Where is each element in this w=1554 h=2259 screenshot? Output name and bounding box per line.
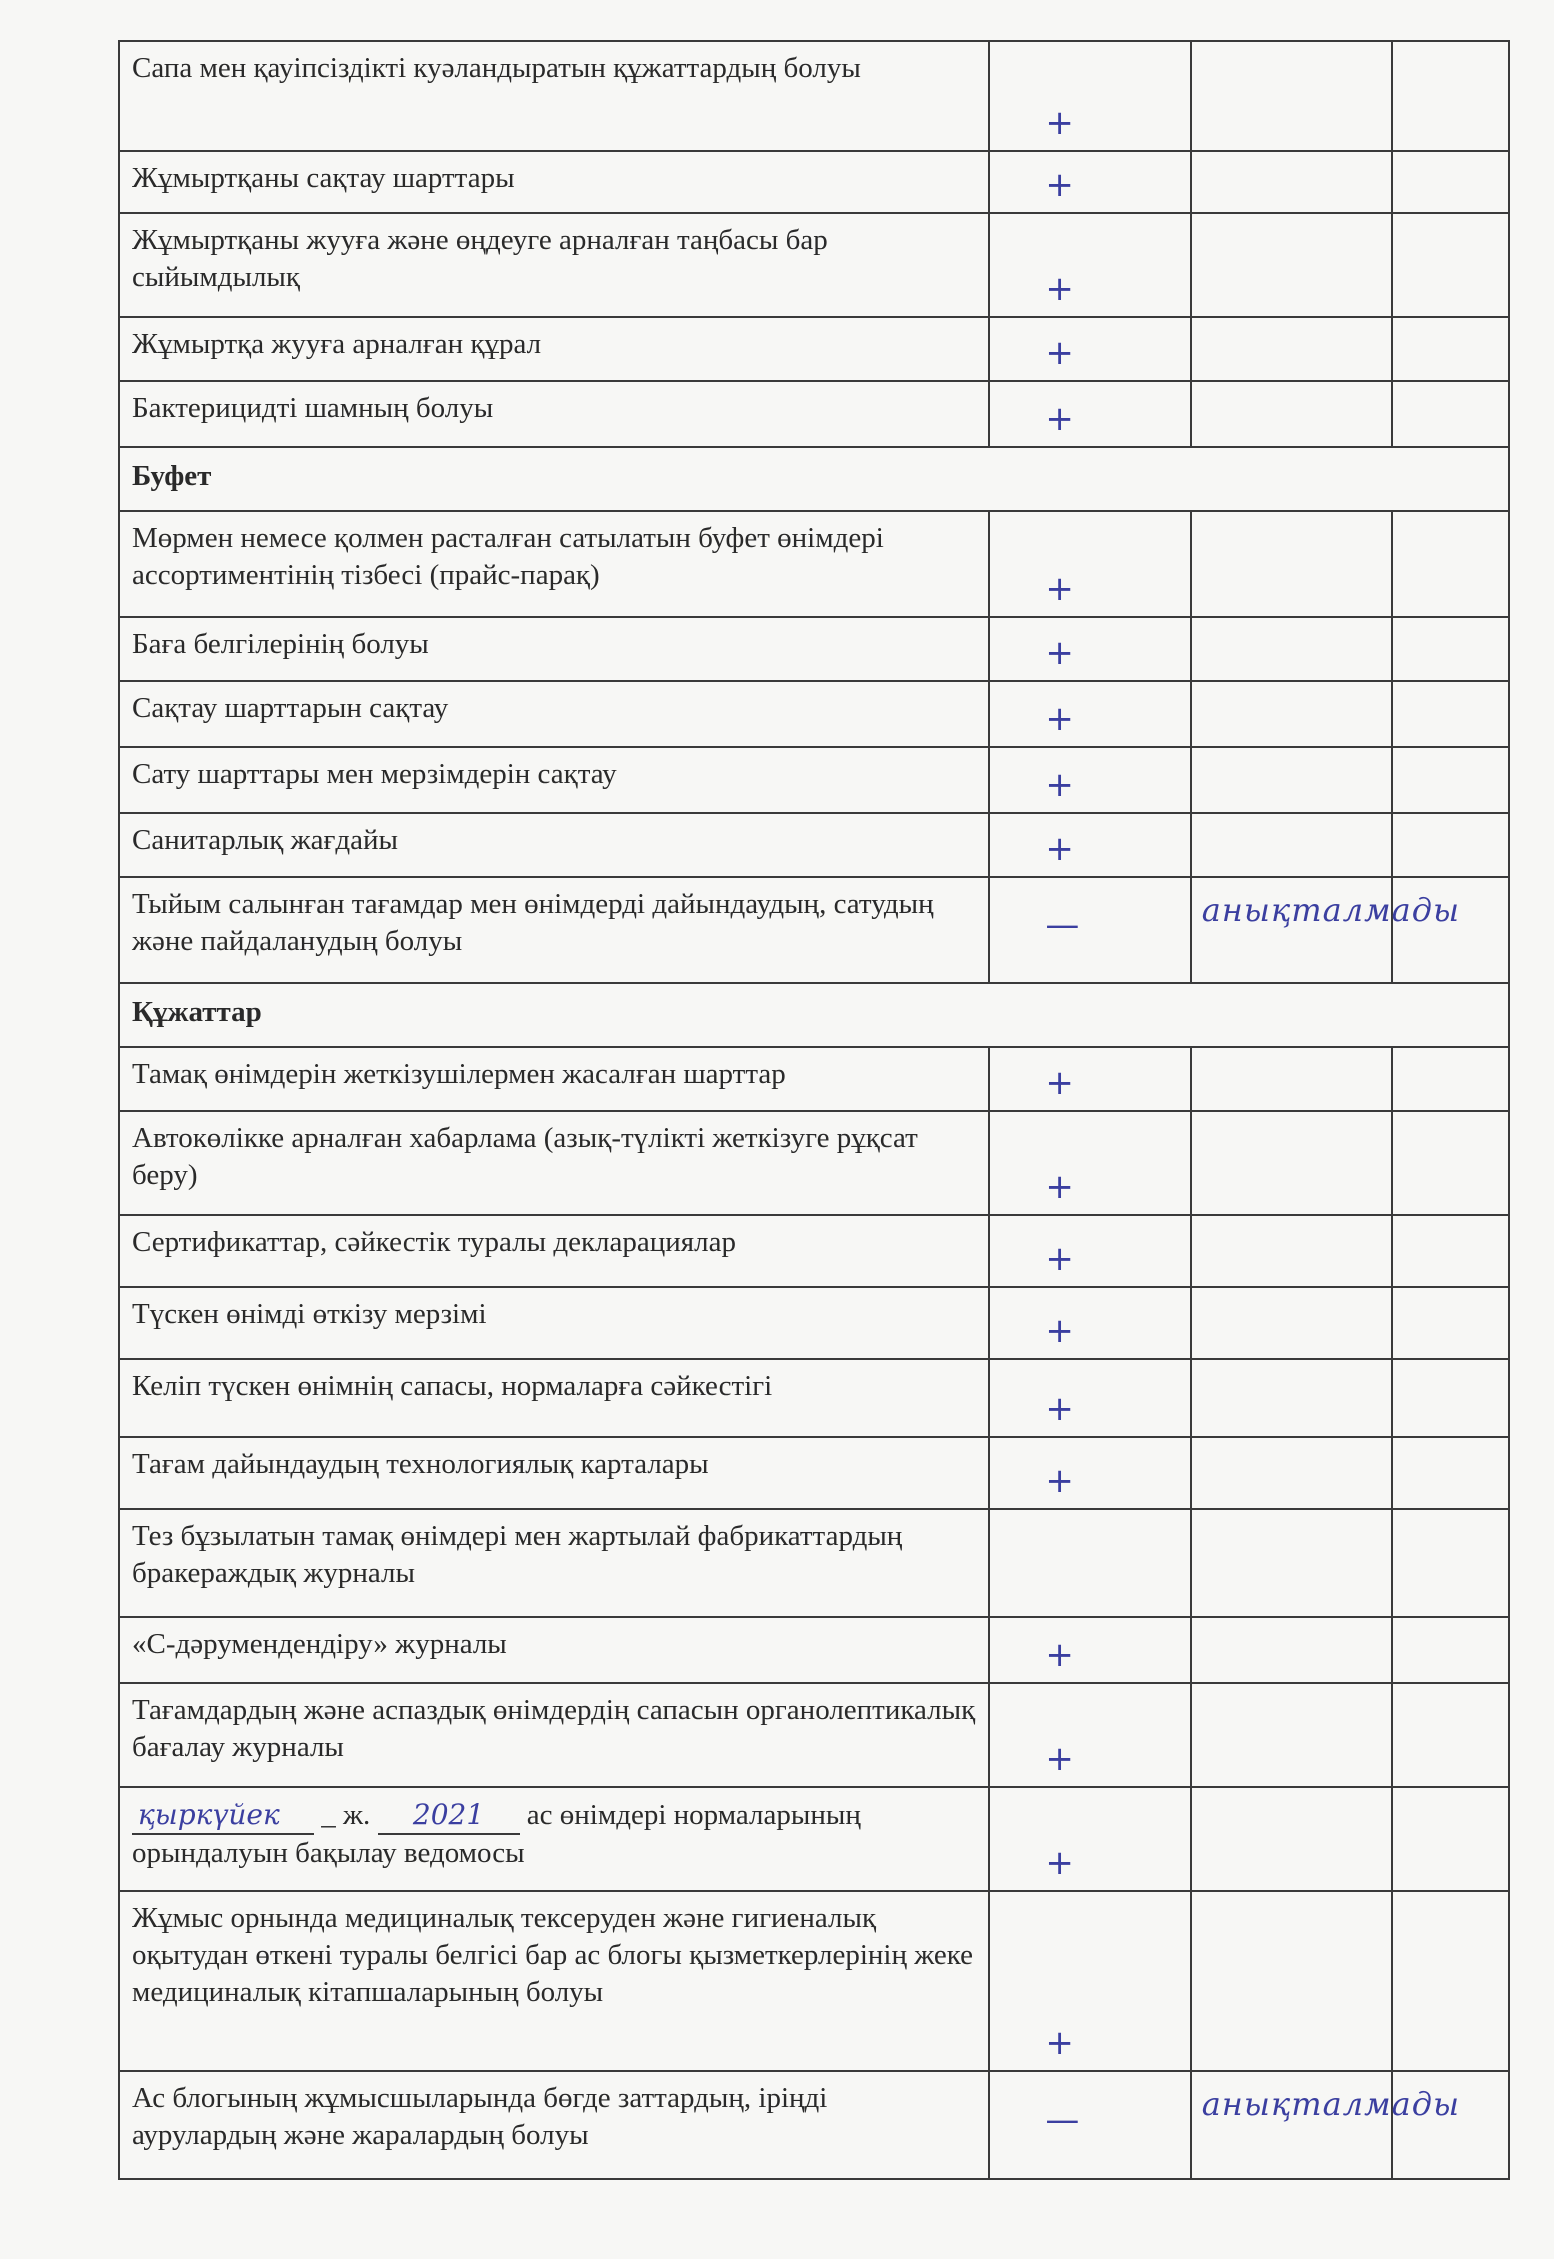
table-row bbox=[119, 877, 1509, 983]
mark-cell bbox=[989, 1509, 1190, 1617]
requirement-text: Жұмыртқа жууға арналған құрал bbox=[119, 317, 989, 381]
table-row bbox=[119, 1787, 1509, 1891]
table-row bbox=[119, 1891, 1509, 2071]
empty-cell bbox=[1392, 681, 1509, 747]
mark-cell bbox=[989, 617, 1190, 681]
handwritten-mark: + bbox=[1045, 1311, 1074, 1351]
empty-cell bbox=[1392, 813, 1509, 877]
note-cell bbox=[1191, 877, 1461, 983]
table-row bbox=[119, 1047, 1509, 1111]
empty-cell bbox=[1392, 1047, 1509, 1111]
handwritten-year: 2021 bbox=[378, 1796, 520, 1835]
table-row bbox=[119, 1437, 1509, 1509]
mark-cell bbox=[989, 381, 1190, 447]
requirement-text: Бактерицидті шамның болуы bbox=[119, 381, 989, 447]
handwritten-mark: + bbox=[1045, 103, 1074, 143]
note-cell bbox=[1191, 1683, 1392, 1787]
empty-cell bbox=[1392, 1787, 1509, 1891]
note-cell bbox=[1191, 41, 1392, 151]
empty-cell bbox=[1392, 747, 1509, 813]
table-row bbox=[119, 213, 1509, 317]
mark-cell bbox=[989, 1359, 1190, 1437]
table-row bbox=[119, 747, 1509, 813]
handwritten-mark: + bbox=[1045, 1063, 1074, 1103]
note-cell bbox=[1191, 1287, 1392, 1359]
note-cell bbox=[1191, 317, 1392, 381]
note-cell bbox=[1191, 813, 1392, 877]
table-row bbox=[119, 381, 1509, 447]
empty-cell bbox=[1392, 1287, 1509, 1359]
mark-cell bbox=[989, 1287, 1190, 1359]
handwritten-mark: + bbox=[1045, 269, 1074, 309]
mark-cell bbox=[989, 681, 1190, 747]
requirement-text: Жұмыс орнында медициналық тексеруден және гигиеналық оқытудан өткені туралы белгісі бар ас блогы қызметкерлерінің жеке медициналық кітапшаларының болуы bbox=[119, 1891, 989, 2071]
handwritten-note: анықталмады bbox=[1201, 2085, 1461, 2123]
handwritten-mark: + bbox=[1045, 1739, 1074, 1779]
requirement-text: Түскен өнімді өткізу мерзімі bbox=[119, 1287, 989, 1359]
handwritten-mark: + bbox=[1045, 1635, 1074, 1675]
note-cell bbox=[1191, 1891, 1392, 2071]
table-row bbox=[119, 681, 1509, 747]
handwritten-note: анықталмады bbox=[1201, 891, 1461, 929]
note-cell bbox=[1191, 617, 1392, 681]
note-cell bbox=[1191, 511, 1392, 617]
empty-cell bbox=[1392, 511, 1509, 617]
mark-cell bbox=[989, 813, 1190, 877]
empty-cell bbox=[1392, 1359, 1509, 1437]
mark-cell bbox=[989, 1683, 1190, 1787]
mark-cell bbox=[989, 877, 1190, 983]
note-cell bbox=[1191, 151, 1392, 213]
table-row bbox=[119, 617, 1509, 681]
handwritten-mark: + bbox=[1045, 1167, 1074, 1207]
section-row bbox=[119, 983, 1509, 1047]
note-cell bbox=[1191, 213, 1392, 317]
note-cell bbox=[1191, 1617, 1392, 1683]
mark-cell bbox=[989, 317, 1190, 381]
empty-cell bbox=[1392, 317, 1509, 381]
table-row bbox=[119, 1509, 1509, 1617]
label-year-prefix: _ ж. bbox=[314, 1799, 378, 1831]
empty-cell bbox=[1392, 1437, 1509, 1509]
empty-cell bbox=[1392, 1215, 1509, 1287]
empty-cell bbox=[1392, 41, 1509, 151]
section-title: Құжаттар bbox=[119, 983, 1509, 1047]
handwritten-mark: + bbox=[1045, 633, 1074, 673]
table-row bbox=[119, 151, 1509, 213]
table-row bbox=[119, 1287, 1509, 1359]
requirement-text: Санитарлық жағдайы bbox=[119, 813, 989, 877]
note-cell bbox=[1191, 1437, 1392, 1509]
empty-cell bbox=[1392, 1891, 1509, 2071]
table-row bbox=[119, 1359, 1509, 1437]
mark-cell bbox=[989, 151, 1190, 213]
checklist-table bbox=[118, 40, 1510, 2180]
note-cell bbox=[1191, 1111, 1392, 1215]
handwritten-mark: + bbox=[1045, 1843, 1074, 1883]
note-cell bbox=[1191, 747, 1392, 813]
handwritten-mark: — bbox=[1045, 2099, 1080, 2140]
requirement-text: Жұмыртқаны сақтау шарттары bbox=[119, 151, 989, 213]
mark-cell bbox=[989, 1111, 1190, 1215]
table-row bbox=[119, 813, 1509, 877]
note-cell bbox=[1191, 381, 1392, 447]
note-cell bbox=[1191, 1787, 1392, 1891]
mark-cell bbox=[989, 1891, 1190, 2071]
requirement-text: Сату шарттары мен мерзімдерін сақтау bbox=[119, 747, 989, 813]
note-cell bbox=[1191, 2071, 1461, 2179]
mark-cell bbox=[989, 1215, 1190, 1287]
requirement-text: Жұмыртқаны жууға және өңдеуге арналған таңбасы бар сыйымдылық bbox=[119, 213, 989, 317]
table-row bbox=[119, 2071, 1509, 2179]
section-row bbox=[119, 447, 1509, 511]
table-row bbox=[119, 511, 1509, 617]
mark-cell bbox=[989, 1437, 1190, 1509]
requirement-text: Автокөлікке арналған хабарлама (азық-түлікті жеткізуге рұқсат беру) bbox=[119, 1111, 989, 1215]
handwritten-mark: — bbox=[1045, 905, 1080, 946]
handwritten-mark: + bbox=[1045, 1389, 1074, 1429]
empty-cell bbox=[1392, 1509, 1509, 1617]
requirement-text: Сапа мен қауіпсіздікті куәландыратын құжаттардың болуы bbox=[119, 41, 989, 151]
empty-cell bbox=[1392, 1111, 1509, 1215]
handwritten-mark: + bbox=[1045, 1239, 1074, 1279]
label-vedomost-text: ас өнімдері нормаларының орындалуын бақылау ведомосы bbox=[132, 1799, 861, 1869]
requirement-text: Тез бұзылатын тамақ өнімдері мен жартылай фабрикаттардың бракераждық журналы bbox=[119, 1509, 989, 1617]
empty-cell bbox=[1392, 1683, 1509, 1787]
mark-cell bbox=[989, 41, 1190, 151]
handwritten-mark: + bbox=[1045, 765, 1074, 805]
note-cell bbox=[1191, 1509, 1392, 1617]
requirement-text: Тамақ өнімдерін жеткізушілермен жасалған шарттар bbox=[119, 1047, 989, 1111]
mark-cell bbox=[989, 747, 1190, 813]
requirement-text bbox=[119, 1787, 989, 1891]
note-cell bbox=[1191, 681, 1392, 747]
table-row bbox=[119, 1215, 1509, 1287]
handwritten-mark: + bbox=[1045, 829, 1074, 869]
requirement-text: Мөрмен немесе қолмен расталған сатылатын буфет өнімдері ассортиментінің тізбесі (прайс-парақ) bbox=[119, 511, 989, 617]
handwritten-mark: + bbox=[1045, 569, 1074, 609]
table-row bbox=[119, 1683, 1509, 1787]
note-cell bbox=[1191, 1359, 1392, 1437]
note-cell bbox=[1191, 1215, 1392, 1287]
note-cell bbox=[1191, 1047, 1392, 1111]
mark-cell bbox=[989, 1787, 1190, 1891]
mark-cell bbox=[989, 1047, 1190, 1111]
requirement-text: «С-дәрумендендіру» журналы bbox=[119, 1617, 989, 1683]
requirement-text: Баға белгілерінің болуы bbox=[119, 617, 989, 681]
requirement-text: Келіп түскен өнімнің сапасы, нормаларға сәйкестігі bbox=[119, 1359, 989, 1437]
requirement-text: Ас блогының жұмысшыларында бөгде заттардың, іріңді аурулардың және жаралардың болуы bbox=[119, 2071, 989, 2179]
handwritten-mark: + bbox=[1045, 1461, 1074, 1501]
table-row bbox=[119, 41, 1509, 151]
requirement-text: Тыйым салынған тағамдар мен өнімдерді дайындаудың, сатудың және пайдаланудың болуы bbox=[119, 877, 989, 983]
empty-cell bbox=[1392, 1617, 1509, 1683]
handwritten-mark: + bbox=[1045, 333, 1074, 373]
empty-cell bbox=[1392, 213, 1509, 317]
empty-cell bbox=[1392, 151, 1509, 213]
empty-cell bbox=[1392, 381, 1509, 447]
handwritten-mark: + bbox=[1045, 2023, 1074, 2063]
requirement-text: Сертификаттар, сәйкестік туралы декларациялар bbox=[119, 1215, 989, 1287]
mark-cell bbox=[989, 213, 1190, 317]
handwritten-mark: + bbox=[1045, 165, 1074, 205]
table-row bbox=[119, 317, 1509, 381]
requirement-text: Тағамдардың және аспаздық өнімдердің сапасын органолептикалық бағалау журналы bbox=[119, 1683, 989, 1787]
table-row bbox=[119, 1617, 1509, 1683]
section-title: Буфет bbox=[119, 447, 1509, 511]
requirement-text: Тағам дайындаудың технологиялық карталары bbox=[119, 1437, 989, 1509]
requirement-text: Сақтау шарттарын сақтау bbox=[119, 681, 989, 747]
mark-cell bbox=[989, 511, 1190, 617]
empty-cell bbox=[1392, 617, 1509, 681]
table-row bbox=[119, 1111, 1509, 1215]
mark-cell bbox=[989, 2071, 1190, 2179]
mark-cell bbox=[989, 1617, 1190, 1683]
handwritten-mark: + bbox=[1045, 399, 1074, 439]
handwritten-mark: + bbox=[1045, 699, 1074, 739]
handwritten-month: қыркүйек bbox=[132, 1796, 314, 1835]
